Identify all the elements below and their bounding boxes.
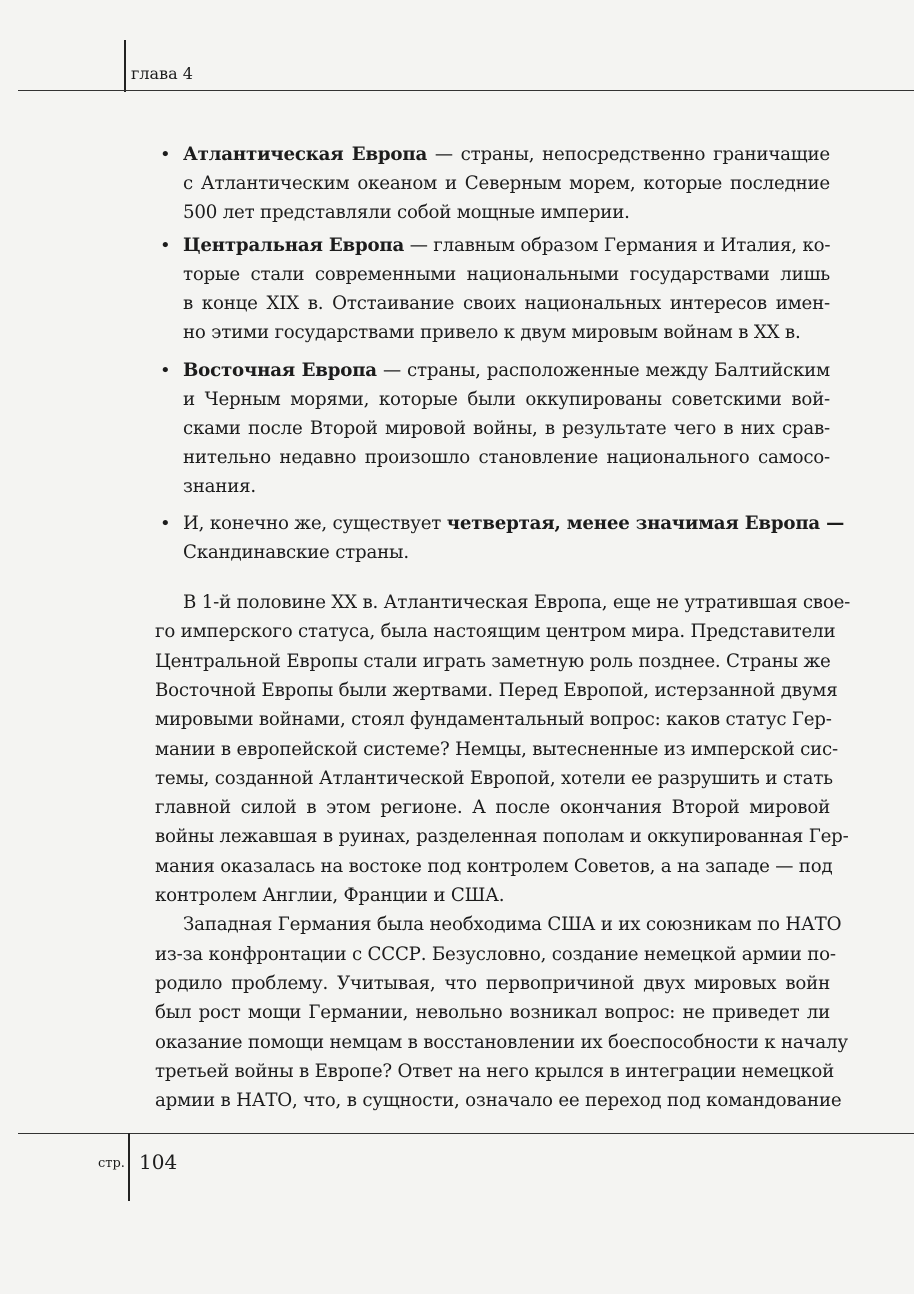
paragraph-line: третьей войны в Европе? Ответ на него крылся в интеграции немецкой [155,1060,835,1082]
paragraph-line: го имперского статуса, была настоящим центром мира. Представители [155,621,836,643]
bullet-icon: • [160,235,171,256]
bullet-line [183,198,830,227]
bullet-line [183,318,830,347]
paragraph-line: мировыми войнами, стоял фундаментальный вопрос: каков статус Гер- [155,709,832,731]
bullet-line [183,509,845,538]
bullet-line [183,385,830,414]
text-span: в конце XIX в. Отстаивание своих национальных интересов имен- [183,293,830,314]
paragraph-line: Западная Германия была необходима США и их союзникам по НАТО [183,914,842,936]
text-span: — страны, расположенные между Балтийским [376,360,830,381]
paragraph-line: был рост мощи Германии, невольно возникал вопрос: не приведет ли [155,1002,830,1024]
paragraph-line: мании в европейской системе? Немцы, вытесненные из имперской сис- [155,738,838,760]
text-span: знания. [183,476,256,497]
text-span: — страны, непосредственно граничащие [427,144,830,165]
paragraph-line: В 1-й половине XX в. Атлантическая Европа, еще не утратившая свое- [183,592,851,613]
paragraph-line: темы, созданной Атлантической Европой, хотели ее разрушить и стать [155,767,833,789]
paragraph-line: армии в НАТО, что, в сущности, означало ее переход под командование [155,1090,842,1112]
footer-rule [18,1133,914,1134]
paragraph-line: мания оказалась на востоке под контролем Советов, а на западе — под [155,855,833,877]
page-label: стр. [98,1156,125,1171]
text-span: торые стали современными национальными государствами лишь [183,264,830,285]
text-span: сками после Второй мировой войны, в результате чего в них срав- [183,418,830,439]
paragraph-line: родило проблему. Учитывая, что первопричиной двух мировых войн [155,972,830,994]
page-number: 104 [139,1150,178,1174]
text-span: но этими государствами привело к двум мировым войнам в XX в. [183,322,801,343]
text-span: — главным образом Германия и Италия, ко- [404,235,831,256]
bold-term: Атлантическая Европа [183,144,428,165]
text-span: Скандинавские страны. [183,542,409,563]
text-span: И, конечно же, существует [183,513,447,534]
bullet-icon: • [160,144,171,165]
paragraph-line: главной силой в этом регионе. А после окончания Второй мировой [155,797,830,819]
paragraph-line: контролем Англии, Франции и США. [155,885,505,906]
header-vertical-rule [124,40,126,92]
paragraph-line: Центральной Европы стали играть заметную роль позднее. Страны же [155,650,831,672]
text-span: нительно недавно произошло становление национального самосо- [183,447,830,468]
paragraph-line: из-за конфронтации с СССР. Безусловно, создание немецкой армии по- [155,943,836,965]
bullet-line [183,231,830,260]
paragraph-line: Восточной Европы были жертвами. Перед Европой, истерзанной двумя [155,679,838,701]
bullet-line [183,443,830,472]
footer-vertical-rule [128,1133,130,1201]
bullet-icon: • [160,513,171,534]
bold-term: Центральная Европа [183,235,405,256]
bullet-line [183,260,830,289]
text-span: 500 лет представляли собой мощные империи. [183,202,630,223]
header-rule [18,90,914,91]
bullet-line [183,414,830,443]
bullet-line [183,140,830,169]
bullet-line [183,289,830,318]
bullet-line [183,356,830,385]
bold-term: Восточная Европа [183,360,377,381]
paragraph-line: войны лежавшая в руинах, разделенная пополам и оккупированная Гер- [155,826,849,848]
paragraph-line: оказание помощи немцам в восстановлении их боеспособности к началу [155,1031,848,1053]
running-header-chapter: глава 4 [131,64,193,83]
text-span: и Черным морями, которые были оккупированы советскими вой- [183,389,830,410]
bullet-icon: • [160,360,171,381]
bullet-line [183,472,830,501]
bullet-line [183,169,830,198]
text-span: с Атлантическим океаном и Северным морем, которые последние [183,173,830,194]
bullet-line [183,538,830,567]
bold-term: четвертая, менее значимая Европа — [446,513,845,534]
